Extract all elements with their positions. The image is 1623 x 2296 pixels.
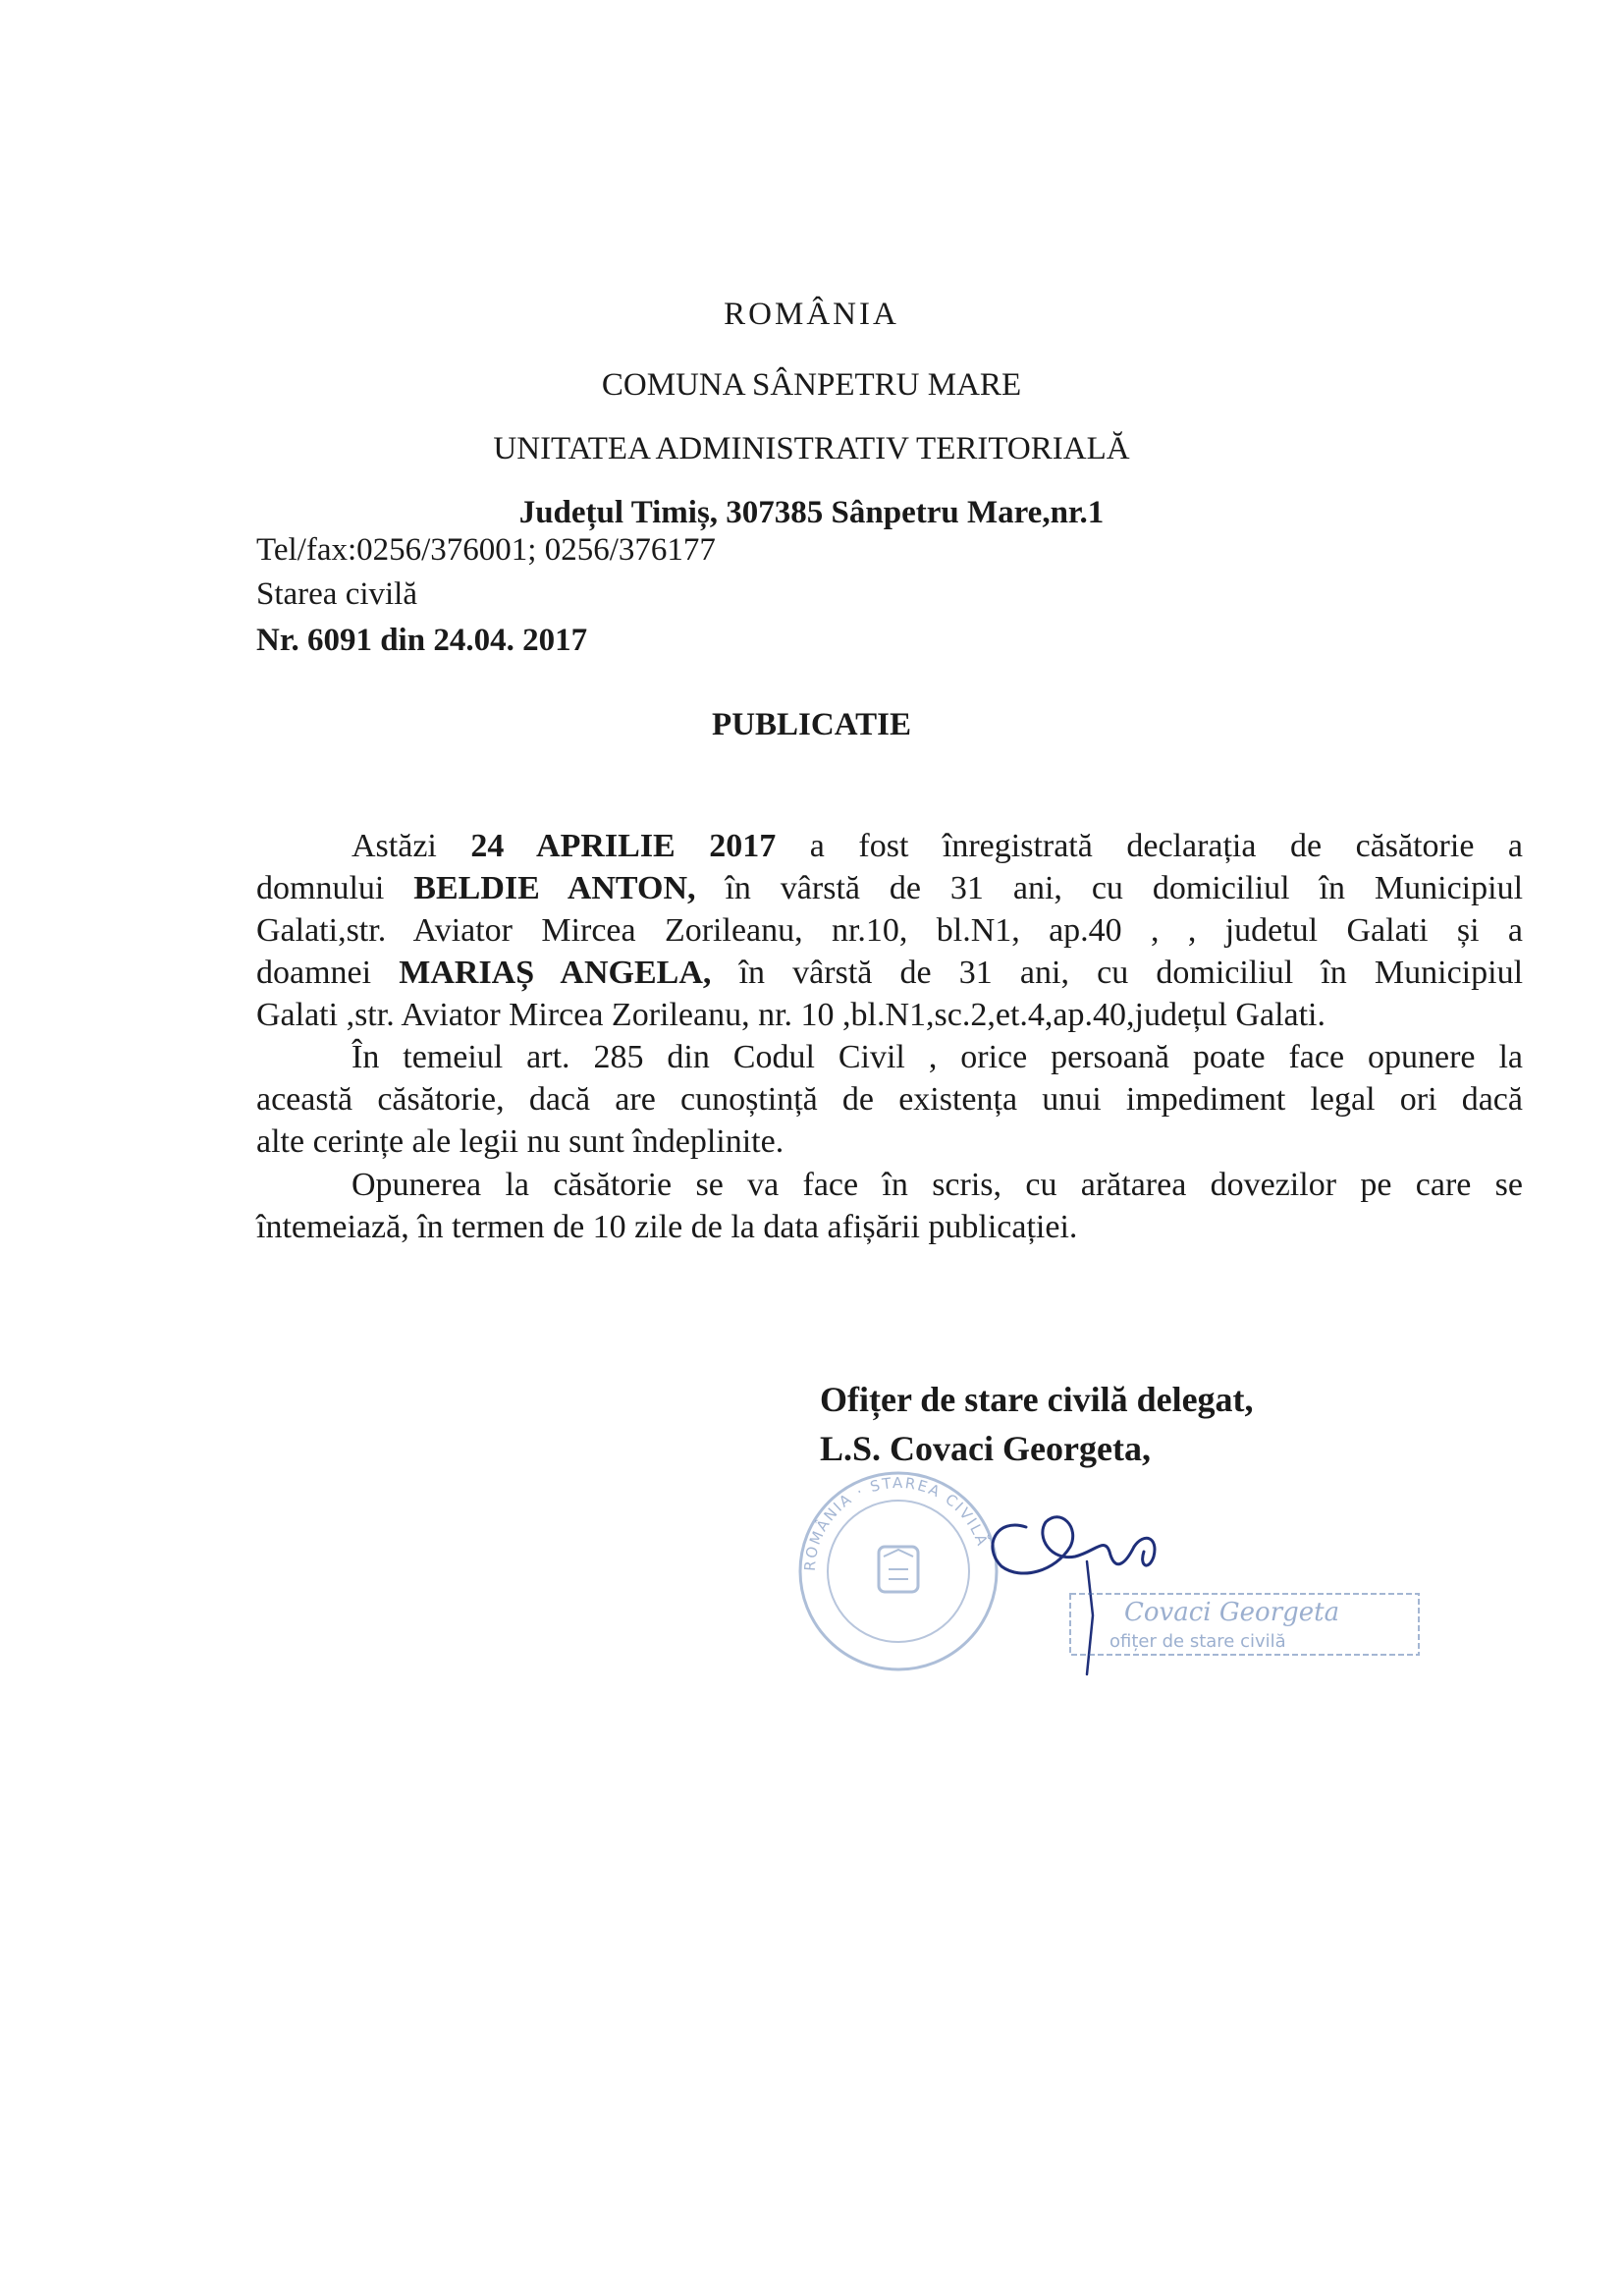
declaration-line-5: Galati ,str. Aviator Mircea Zorileanu, nr. 10 ,bl.N1,sc.2,et.4,ap.40,județul Galati.	[256, 997, 1325, 1033]
svg-text:ROMÂNIA · STAREA CIVILĂ: ROMÂNIA · STAREA CIVILĂ	[800, 1473, 993, 1572]
opposition-line-1: Opunerea la căsătorie se va face în scris, cu arătarea dovezilor pe care se	[352, 1167, 1523, 1203]
opposition-line-2: întemeiază, în termen de 10 zile de la data afișării publicației.	[256, 1209, 1078, 1245]
department-line: Starea civilă	[256, 576, 418, 612]
declaration-line-3: Galati,str. Aviator Mircea Zorileanu, nr.10, bl.N1, ap.40 , , judetul Galati și a	[256, 912, 1523, 949]
declaration-line-4: doamnei MARIAȘ ANGELA, în vârstă de 31 ani, cu domiciliul în Municipiul	[256, 955, 1524, 991]
svg-text:ofițer de stare civilă: ofițer de stare civilă	[1109, 1631, 1286, 1652]
registration-date: 24 APRILIE 2017	[470, 828, 777, 864]
page-title: PUBLICATIE	[712, 707, 911, 742]
paragraph-declaration	[256, 825, 1523, 1036]
unit-heading: UNITATEA ADMINISTRATIV TERITORIALĂ	[493, 431, 1130, 466]
declaration-line-2: domnului BELDIE ANTON, în vârstă de 31 ani, cu domiciliul în Municipiul	[256, 870, 1524, 906]
legal-line-3: alte cerințe ale legii nu sunt îndeplinite.	[256, 1123, 784, 1160]
bride-name: MARIAȘ ANGELA,	[399, 955, 712, 991]
legal-line-2: această căsătorie, dacă are cunoștință de existența unui impediment legal ori dacă	[256, 1081, 1523, 1118]
groom-name: BELDIE ANTON,	[413, 870, 696, 906]
signatory-name: L.S. Covaci Georgeta,	[820, 1429, 1151, 1468]
handwritten-signature	[967, 1478, 1429, 1694]
address-line: Județul Timiș, 307385 Sânpetru Mare,nr.1	[518, 495, 1105, 530]
paragraph-legal-basis	[256, 1036, 1523, 1163]
svg-text:Covaci Georgeta: Covaci Georgeta	[1124, 1598, 1340, 1627]
legal-line-1: În temeiul art. 285 din Codul Civil , orice persoană poate face opunere la	[352, 1039, 1523, 1075]
declaration-line-1: Astăzi 24 APRILIE 2017 a fost înregistrată declarația de căsătorie a	[352, 828, 1524, 864]
commune-heading: COMUNA SÂNPETRU MARE	[601, 367, 1022, 403]
paragraph-opposition	[256, 1164, 1523, 1248]
registration-number: Nr. 6091 din 24.04. 2017	[256, 623, 588, 658]
phone-line: Tel/fax:0256/376001; 0256/376177	[256, 532, 716, 568]
signatory-role: Ofițer de stare civilă delegat,	[820, 1380, 1254, 1419]
country-heading: ROMÂNIA	[724, 297, 899, 332]
